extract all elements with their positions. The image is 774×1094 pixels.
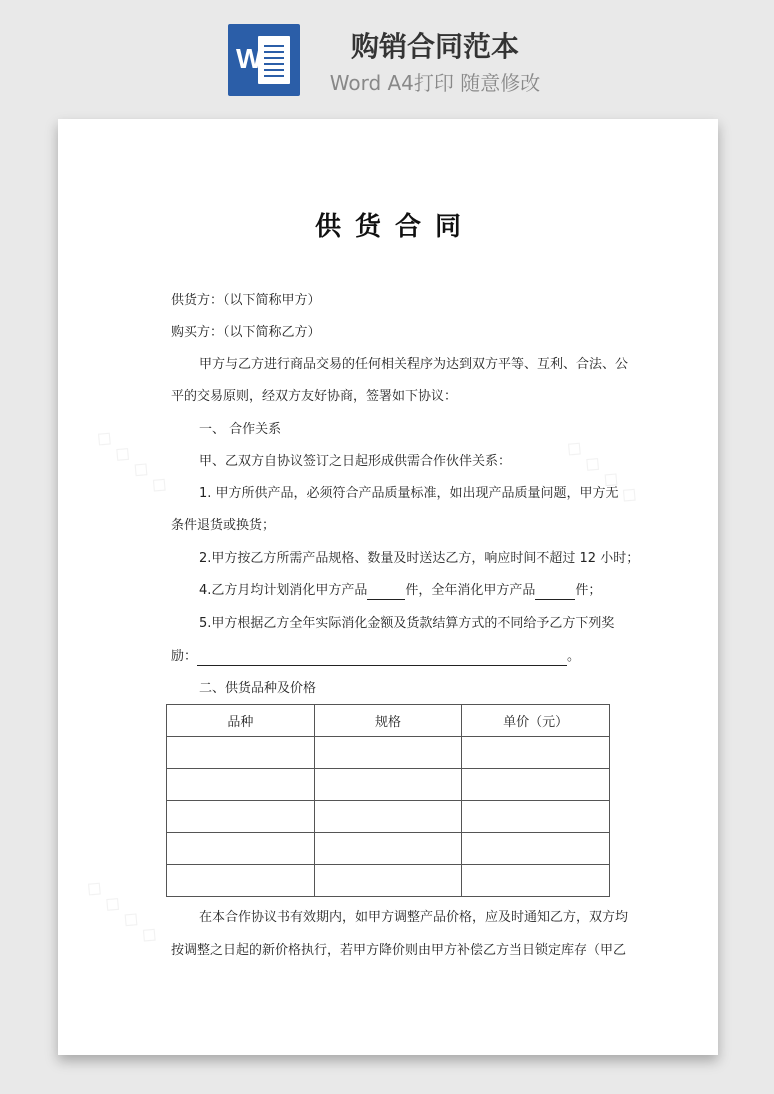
price-paragraph-line-2: 按调整之日起的新价格执行，若甲方降价则由甲方补偿乙方当日锁定库存（甲乙 xyxy=(171,943,627,958)
table-cell[interactable] xyxy=(462,801,610,833)
item-2: 2.甲方按乙方所需产品规格、数量及时送达乙方，响应时间不超过 12 小时； xyxy=(199,551,640,566)
watermark: ◇ ◇ ◇ ◇ xyxy=(560,433,645,510)
section-heading-cooperation: 一、 合作关系 xyxy=(199,422,282,437)
table-cell[interactable] xyxy=(314,865,462,897)
product-price-table xyxy=(166,704,610,897)
header-variety: 品种 xyxy=(167,705,315,737)
banner-subtitle: Word A4打印 随意修改 xyxy=(329,71,541,95)
table-row xyxy=(167,801,610,833)
document-sheet-icon xyxy=(258,36,290,84)
intro-line-2: 平的交易原则，经双方友好协商，签署如下协议： xyxy=(171,389,458,404)
item-5-line-1: 5.甲方根据乙方全年实际消化金额及货款结算方式的不同给予乙方下列奖 xyxy=(199,616,615,631)
table-cell[interactable] xyxy=(462,833,610,865)
banner-title: 购销合同范本 xyxy=(350,30,519,63)
table-row xyxy=(167,769,610,801)
document-page xyxy=(58,119,718,1055)
item-1-line-2: 条件退货或换货； xyxy=(171,518,276,533)
watermark: ◇ ◇ ◇ ◇ xyxy=(90,423,175,500)
table-cell[interactable] xyxy=(167,801,315,833)
banner xyxy=(0,0,774,112)
table-cell[interactable] xyxy=(462,769,610,801)
annual-quantity-blank[interactable] xyxy=(535,585,575,600)
table-cell[interactable] xyxy=(314,801,462,833)
table-cell[interactable] xyxy=(167,865,315,897)
item-1-line-1: 1. 甲方所供产品，必须符合产品质量标准，如出现产品质量问题，甲方无 xyxy=(199,486,619,501)
price-paragraph-line-1: 在本合作协议书有效期内，如甲方调整产品价格，应及时通知乙方，双方均 xyxy=(199,910,629,925)
monthly-quantity-blank[interactable] xyxy=(367,585,405,600)
document-title: 供货合同 xyxy=(314,212,475,242)
table-cell[interactable] xyxy=(167,769,315,801)
watermark: ◇ ◇ ◇ ◇ xyxy=(80,873,165,950)
table-cell[interactable] xyxy=(314,833,462,865)
supplier-line: 供货方：（以下简称甲方） xyxy=(171,293,321,308)
item-4 xyxy=(199,582,639,600)
relation-line: 甲、乙双方自协议签订之日起形成供需合作伙伴关系： xyxy=(199,454,512,469)
table-cell[interactable] xyxy=(462,865,610,897)
table-row xyxy=(167,833,610,865)
table-row xyxy=(167,865,610,897)
table-row xyxy=(167,737,610,769)
table-header-row xyxy=(167,705,610,737)
header-unit-price: 单价（元） xyxy=(462,705,610,737)
reward-blank[interactable] xyxy=(197,651,567,666)
table-cell[interactable] xyxy=(167,737,315,769)
item-5-line-2 xyxy=(171,648,611,666)
word-logo-icon xyxy=(228,24,300,96)
intro-line-1: 甲方与乙方进行商品交易的任何相关程序为达到双方平等、互利、合法、公 xyxy=(199,357,629,372)
item-5-suffix: 。 xyxy=(567,649,581,664)
table-cell[interactable] xyxy=(167,833,315,865)
table-cell[interactable] xyxy=(314,737,462,769)
section-heading-products: 二、供货品种及价格 xyxy=(199,681,317,696)
item-4-part-c: 件； xyxy=(575,583,602,598)
header-spec: 规格 xyxy=(314,705,462,737)
item-4-part-a: 4.乙方月均计划消化甲方产品 xyxy=(199,583,368,598)
item-5-prefix: 励： xyxy=(171,649,198,664)
table-cell[interactable] xyxy=(462,737,610,769)
word-logo-letter: W xyxy=(236,43,263,74)
item-4-part-b: 件，全年消化甲方产品 xyxy=(405,583,536,598)
table-cell[interactable] xyxy=(314,769,462,801)
buyer-line: 购买方：（以下简称乙方） xyxy=(171,325,321,340)
